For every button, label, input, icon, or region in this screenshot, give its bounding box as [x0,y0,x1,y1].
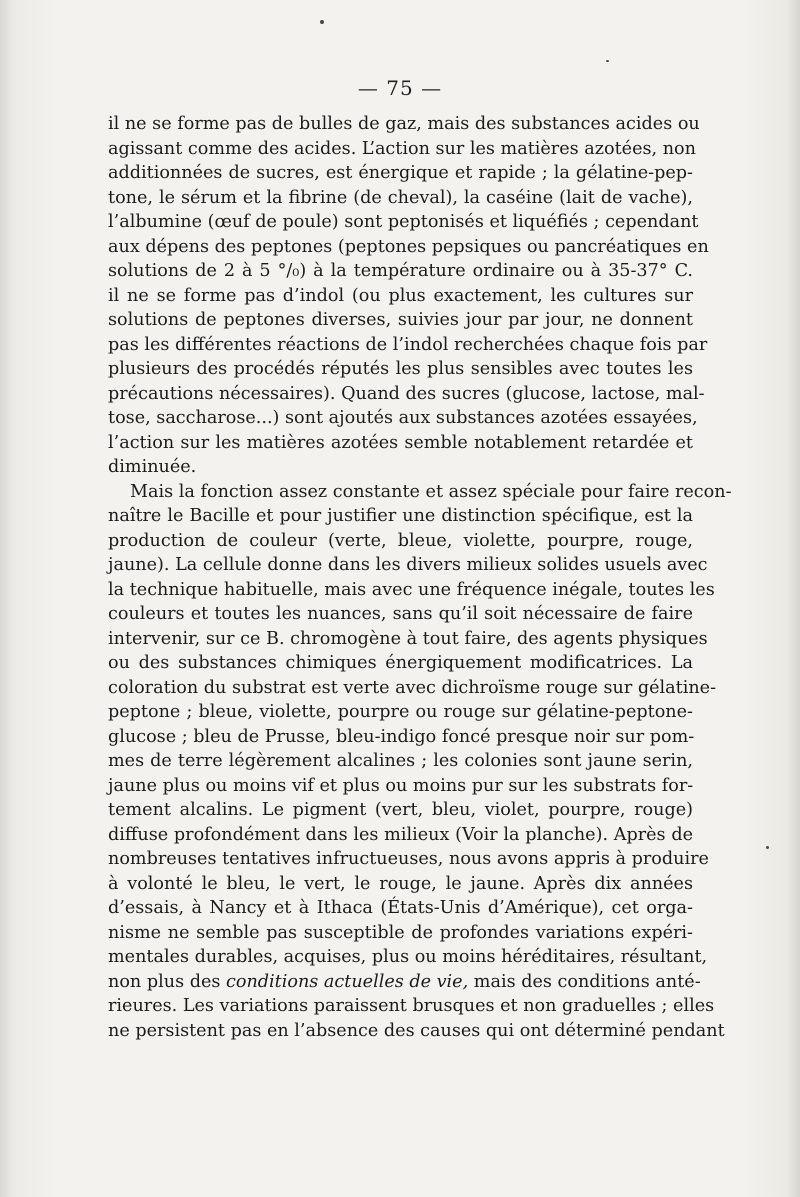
text-line: tose, saccharose...) sont ajoutés aux substances azotées essayées, [108,408,698,428]
text-line: diminuée. [108,457,197,477]
text-line: nisme ne semble pas susceptible de profondes variations expéri- [108,922,693,943]
text-line: agissant comme des acides. L’action sur les matières azotées, non [108,138,696,159]
text-line: ou des substances chimiques énergiquement modificatrices. La [108,653,693,673]
text-line: mentales durables, acquises, plus ou moins héréditaires, résultant, [108,947,708,967]
speck [606,60,609,62]
text-line: production de couleur (verte, bleue, violette, pourpre, rouge, [108,530,693,551]
text-line: d’essais, à Nancy et à Ithaca (États-Unis d’Amérique), cet orga- [108,898,693,918]
italic-phrase: conditions actuelles de vie, [226,971,469,992]
text-line: à volonté le bleu, le vert, le rouge, le jaune. Après dix années [108,873,693,894]
text-line: ne persistent pas en l’absence des causes qui ont déterminé pendant [108,1020,725,1041]
text-line: la technique habituelle, mais avec une fréquence inégale, toutes les [108,579,715,600]
text-line: jaune plus ou moins vif et plus ou moins pur sur les substrats for- [108,775,694,796]
text-line: Mais la fonction assez constante et assez spéciale pour faire recon- [130,481,732,502]
paragraph-1 [108,112,709,480]
text-line: tone, le sérum et la fibrine (de cheval), la caséine (lait de vache), [108,187,693,208]
speck [766,846,769,849]
text-line-with-italic [108,970,701,995]
text-line: peptone ; bleue, violette, pourpre ou rouge sur gélatine-peptone- [108,702,693,722]
text-line: pas les différentes réactions de l’indol recherchées chaque fois par [108,334,708,355]
text-line: naître le Bacille et pour justifier une distinction spécifique, est la [108,506,693,526]
text-line: tement alcalins. Le pigment (vert, bleu, violet, pourpre, rouge) [108,800,693,820]
line-36-before: non plus des [108,971,226,992]
text-line: aux dépens des peptones (peptones pepsiques ou pancréatiques en [108,236,709,257]
text-line: additionnées de sucres, est énergique et rapide ; la gélatine-pep- [108,163,693,183]
line-36-after: mais des conditions anté- [468,971,701,992]
text-line: mes de terre légèrement alcalines ; les colonies sont jaune serin, [108,751,693,771]
text-line: intervenir, sur ce B. chromogène à tout faire, des agents physiques [108,628,708,649]
text-line: plusieurs des procédés réputés les plus sensibles avec toutes les [108,359,693,379]
speck [320,20,324,24]
text-line: il ne se forme pas de bulles de gaz, mais des substances acides ou [108,114,700,134]
text-line: nombreuses tentatives infructueuses, nous avons appris à produire [108,849,709,869]
text-line: solutions de peptones diverses, suivies jour par jour, ne donnent [108,310,693,330]
text-line: l’albumine (œuf de poule) sont peptonisés et liquéfiés ; cependant [108,212,699,232]
text-line: rieures. Les variations paraissent brusques et non graduelles ; elles [108,996,715,1016]
text-line: précautions nécessaires). Quand des sucres (glucose, lactose, mal- [108,383,705,404]
text-line: glucose ; bleu de Prusse, bleu-indigo foncé presque noir sur pom- [108,726,695,747]
text-line: couleurs et toutes les nuances, sans qu’il soit nécessaire de faire [108,604,693,624]
text-line: diffuse profondément dans les milieux (Voir la planche). Après de [108,824,693,845]
text-line: jaune). La cellule donne dans les divers milieux solides usuels avec [108,555,708,575]
paragraph-2 [108,480,732,970]
text-line: solutions de 2 à 5 °/₀) à la température ordinaire ou à 35-37° C. [108,261,693,281]
page-number: — 75 — [357,76,443,100]
text-line: coloration du substrat est verte avec dichroïsme rouge sur gélatine- [108,677,717,698]
text-line: l’action sur les matières azotées semble notablement retardée et [108,432,693,453]
text-line: il ne se forme pas d’indol (ou plus exactement, les cultures sur [108,285,693,306]
body-text [108,112,732,1043]
paragraph-2-end [108,994,725,1043]
